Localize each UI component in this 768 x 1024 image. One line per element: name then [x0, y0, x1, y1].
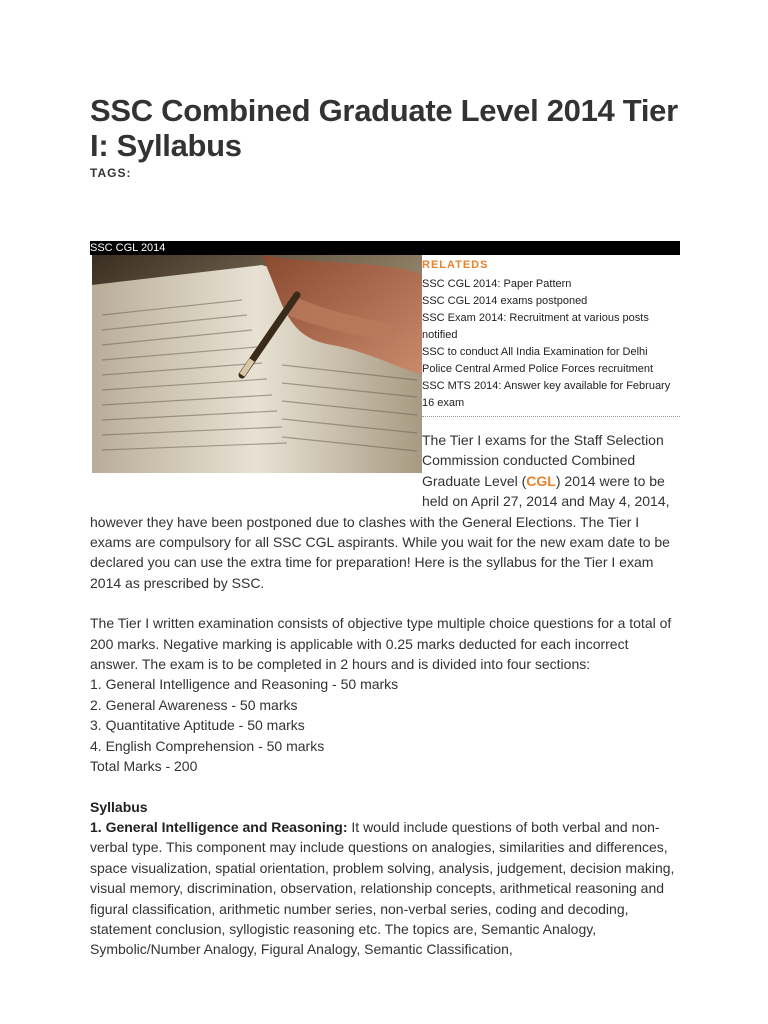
section1-text: It would include questions of both verbal and non-verbal type. This component may include questions on analogies, similarities and differences, space visualization, spatial orientation, problem solving, analysis, judgement, decision making, visual memory, discrimination, observation, relationship concepts, arithmetical reasoning and figural classification, arithmetic number series, non-verbal series, coding and decoding, statement conclusion, syllogistic reasoning etc. The topics are, Semantic Analogy, Symbolic/Number Analogy, Figural Analogy, Semantic Classification, — [90, 818, 675, 958]
related-link-1[interactable]: SSC CGL 2014: Paper Pattern — [422, 278, 572, 290]
intro-text-before: The Tier I exams for the Staff Selection Commission conducted Combined Graduate Level ( — [422, 432, 664, 489]
syllabus-paragraph — [90, 797, 680, 960]
section-item-1: 1. General Intelligence and Reasoning - 50 marks — [90, 676, 399, 693]
photo-spacer — [90, 430, 422, 493]
related-divider — [422, 416, 680, 417]
exam-paragraph — [90, 613, 680, 776]
cgl-link[interactable]: CGL — [526, 472, 556, 489]
figure-caption: SSC CGL 2014 — [90, 242, 166, 254]
related-title: RELATEDS — [422, 259, 489, 271]
related-link-4[interactable]: SSC to conduct All India Examination for Delhi Police Central Armed Police Forces recruitment — [422, 346, 654, 375]
related-link-3[interactable]: SSC Exam 2014: Recruitment at various posts notified — [422, 312, 649, 341]
section-item-2: 2. General Awareness - 50 marks — [90, 696, 298, 713]
section1-title: 1. General Intelligence and Reasoning: — [90, 818, 348, 835]
tags-label: TAGS: — [90, 166, 132, 180]
total-marks: Total Marks - 200 — [90, 758, 198, 775]
article-title: SSC Combined Graduate Level 2014 Tier I: Syllabus — [90, 93, 678, 163]
syllabus-heading: Syllabus — [90, 798, 148, 815]
related-link-2[interactable]: SSC CGL 2014 exams postponed — [422, 295, 588, 307]
figure-caption-bar — [90, 241, 680, 255]
section-item-3: 3. Quantitative Aptitude - 50 marks — [90, 717, 305, 734]
related-articles — [422, 257, 680, 417]
related-link-5[interactable]: SSC MTS 2014: Answer key available for February 16 exam — [422, 380, 671, 409]
section-item-4: 4. English Comprehension - 50 marks — [90, 737, 325, 754]
intro-text-after: ) 2014 were to be held on April 27, 2014 and May 4, 2014, however they have been postponed due to clashes with the General Elections. The Tier I exams are compulsory for all SSC CGL aspirants. While you wait for the new exam date to be declared you can use the extra time for preparation! Here is the syllabus for the Tier I exam 2014 as prescribed by SSC. — [90, 472, 670, 591]
article-body — [90, 430, 680, 980]
exam-description: The Tier I written examination consists of objective type multiple choice questions for a total of 200 marks. Negative marking is applicable with 0.25 marks deducted for each incorrect answer. The exam is to be completed in 2 hours and is divided into four sections: — [90, 615, 672, 673]
